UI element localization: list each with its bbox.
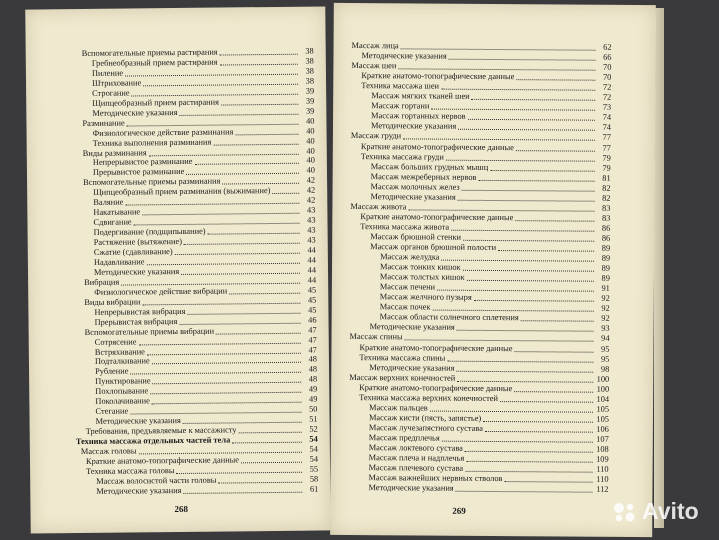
toc-entry-title: Сотрясение [94, 336, 137, 347]
toc-entry-title: Гребнеобразный прием растирания [91, 57, 218, 68]
toc-entry-page: 44 [307, 255, 316, 265]
toc-leader-dots [456, 491, 593, 493]
toc-entry-title: Вибрация [84, 277, 120, 287]
toc-entry-title: Пунктирование [95, 376, 151, 387]
toc-entry-title: Методические указания [96, 485, 182, 496]
toc-entry-page: 38 [305, 46, 314, 56]
toc-leader-dots [500, 401, 593, 403]
toc-entry-page: 49 [308, 394, 318, 404]
toc-entry-page: 82 [602, 183, 611, 193]
toc-leader-dots [187, 312, 300, 314]
left-page [25, 6, 330, 533]
toc-entry-title: Методические указания [361, 51, 447, 61]
toc-entry-title: Методические указания [370, 191, 456, 202]
toc-entry-title: Вспомогательные приемы растирания [81, 47, 218, 58]
toc-leader-dots [465, 471, 592, 473]
toc-entry-title: Массаж межреберных нервов [370, 171, 477, 182]
toc-leader-dots [516, 79, 595, 81]
toc-entry-page: 61 [309, 484, 319, 494]
toc-leader-dots [431, 109, 595, 111]
toc-leader-dots [467, 280, 594, 282]
toc-entry-page: 100 [596, 374, 610, 384]
toc-leader-dots [408, 209, 594, 211]
toc-entry-title: Массаж предплечья [368, 433, 440, 443]
right-toc [334, 3, 656, 494]
toc-entry-title: Массаж пальцев [369, 402, 428, 413]
toc-leader-dots [490, 170, 594, 172]
toc-entry-page: 95 [601, 344, 610, 354]
toc-leader-dots [272, 193, 299, 194]
toc-leader-dots [213, 143, 298, 145]
toc-entry-page: 92 [601, 294, 610, 304]
toc-entry-title: Методические указания [369, 322, 455, 333]
toc-entry-title: Массаж кисти (пясть, запястье) [368, 412, 482, 423]
toc-entry-title: Массаж желудка [380, 252, 440, 262]
toc-entry-page: 38 [305, 66, 314, 76]
toc-leader-dots [208, 233, 300, 235]
toc-leader-dots [521, 321, 594, 323]
toc-leader-dots [468, 119, 595, 121]
toc-entry-title: Массаж головы [80, 446, 137, 457]
toc-leader-dots [504, 481, 592, 483]
toc-leader-dots [479, 180, 595, 182]
toc-entry-page: 44 [307, 245, 316, 255]
toc-leader-dots [175, 253, 300, 255]
toc-entry-title: Методические указания [95, 416, 181, 427]
toc-leader-dots [485, 431, 593, 433]
toc-entry-page: 54 [309, 444, 318, 454]
toc-entry-page: 42 [306, 195, 316, 205]
toc-leader-dots [483, 421, 593, 423]
toc-entry-title: Массаж лучезапястного сустава [368, 423, 483, 433]
toc-entry-page: 49 [308, 384, 318, 394]
toc-entry-page: 66 [603, 52, 612, 62]
toc-entry-title: Массаж области солнечного сплетения [379, 312, 519, 323]
toc-entry-page: 92 [601, 314, 610, 324]
toc-entry-title: Стегание [95, 406, 129, 417]
toc-entry-title: Массаж гортанных нервов [371, 111, 466, 122]
toc-entry-title: Разминание [82, 118, 125, 128]
toc-entry-title: Поколачивание [95, 396, 150, 407]
toc-entry-page: 46 [308, 315, 317, 325]
toc-entry-title: Массаж толстых кишок [379, 272, 465, 282]
toc-entry-title: Массаж брюшной стенки [370, 232, 462, 242]
toc-leader-dots [498, 250, 594, 252]
toc-leader-dots [179, 322, 300, 324]
toc-entry-page: 86 [601, 223, 611, 233]
toc-entry-page: 77 [602, 133, 611, 143]
toc-leader-dots [451, 230, 594, 232]
toc-entry-page: 58 [309, 474, 319, 484]
toc-leader-dots [220, 64, 298, 66]
toc-entry-title: Надавливание [93, 257, 145, 267]
toc-entry-title: Щипцеобразный прием разминания (выжимание) [93, 186, 271, 198]
toc-entry-title: Методические указания [368, 483, 454, 493]
toc-entry-page: 107 [596, 434, 609, 444]
toc-leader-dots [463, 270, 594, 272]
toc-leader-dots [442, 441, 593, 443]
toc-entry-title: Пиление [91, 68, 124, 78]
toc-entry-page: 42 [306, 175, 316, 185]
toc-leader-dots [181, 273, 300, 275]
toc-leader-dots [437, 290, 594, 292]
toc-entry-title: Массаж молочных желез [370, 181, 460, 192]
toc-leader-dots [232, 442, 302, 444]
toc-entry-page: 43 [307, 235, 316, 245]
toc-entry-title: Краткие анатомо-топографические данные [85, 455, 240, 466]
toc-leader-dots [216, 332, 301, 334]
toc-entry-title: Щипцеобразный прием растирания [92, 97, 220, 108]
toc-leader-dots [235, 133, 298, 135]
toc-entry-title: Техника массажа отдельных частей тела [75, 435, 231, 447]
toc-entry-title: Встряхивание [94, 346, 145, 357]
toc-entry-page: 40 [306, 165, 316, 176]
toc-entry-title: Массаж плечевого сустава [368, 463, 464, 473]
toc-entry-title: Техника выполнения разминания [92, 137, 212, 148]
toc-entry-title: Техника массажа шеи [361, 81, 440, 91]
toc-entry-page: 51 [309, 414, 318, 424]
toc-entry-title: Методические указания [93, 266, 180, 277]
toc-entry-page: 45 [307, 295, 317, 305]
toc-leader-dots [441, 89, 595, 91]
watermark-text: Avito [642, 498, 699, 524]
toc-entry-title: Массаж больших грудных мышц [370, 161, 489, 172]
toc-entry-title: Массаж почек [379, 302, 431, 312]
avito-logo-icon [612, 501, 638, 523]
toc-entry-page: 50 [309, 404, 318, 414]
toc-entry-title: Строгание [92, 88, 130, 98]
toc-entry-page: 44 [307, 275, 317, 285]
toc-entry-page: 92 [601, 304, 610, 314]
toc-entry-page: 55 [309, 464, 319, 474]
toc-entry-title: Виды вибрации [84, 297, 141, 307]
toc-entry-page: 83 [602, 203, 611, 213]
toc-entry-title: Физиологическое действие разминания [92, 127, 234, 138]
toc-entry-page: 81 [602, 173, 611, 183]
toc-leader-dots [186, 173, 299, 175]
toc-entry-page: 45 [308, 305, 317, 315]
toc-entry-title: Прерывистое разминание [92, 167, 185, 178]
toc-entry-page: 72 [602, 82, 612, 93]
toc-entry-page: 73 [602, 103, 612, 113]
toc-leader-dots [222, 183, 299, 185]
toc-entry-page: 79 [602, 163, 611, 173]
toc-entry-title: Краткие анатомо-топографические данные [360, 141, 514, 152]
toc-leader-dots [152, 362, 301, 365]
toc-leader-dots [462, 189, 595, 191]
toc-entry-title: Техника массажа головы [86, 465, 175, 476]
toc-entry-title: Массаж желчного пузыря [379, 292, 472, 303]
toc-entry-page: 47 [308, 325, 317, 335]
toc-entry-title: Виды разминания [82, 147, 147, 158]
toc-entry-page: 105 [596, 404, 610, 414]
toc-leader-dots [184, 492, 303, 494]
toc-entry-page: 40 [306, 146, 315, 156]
toc-entry-title: Похлопывание [95, 386, 149, 397]
toc-leader-dots [430, 410, 593, 412]
toc-entry-title: Краткие анатомо-топографические данные [360, 211, 514, 222]
toc-leader-dots [457, 330, 594, 332]
toc-entry-title: Вспомогательные приемы разминания [83, 176, 221, 188]
toc-entry-title: Вспомогательные приемы вибрации [84, 326, 215, 337]
toc-entry-title: Массаж мягких тканей шеи [371, 91, 470, 102]
toc-entry-title: Массаж плеча и надплечья [368, 453, 465, 463]
toc-entry-title: Массаж живота [350, 201, 407, 212]
toc-entry-page: 54 [309, 434, 318, 444]
toc-entry-title: Массаж груди [350, 131, 402, 141]
toc-entry-page: 40 [306, 126, 315, 136]
toc-entry-page: 48 [308, 364, 318, 375]
toc-entry-page: 89 [601, 263, 611, 273]
toc-entry-page: 112 [596, 484, 609, 494]
toc-leader-dots [456, 370, 593, 372]
toc-entry-page: 43 [307, 225, 316, 235]
toc-leader-dots [194, 163, 298, 165]
toc-entry-page: 54 [309, 454, 319, 464]
toc-entry-title: Массаж волосистой части головы [96, 475, 217, 486]
toc-entry-page: 79 [602, 153, 611, 163]
toc-leader-dots [183, 422, 302, 424]
toc-entry-page: 43 [306, 205, 316, 215]
toc-leader-dots [447, 360, 593, 362]
toc-entry-title: Прерывистая вибрация [94, 316, 178, 327]
toc-leader-dots [463, 240, 594, 242]
toc-entry-title: Подталкивание [94, 356, 150, 367]
toc-entry-page: 110 [596, 464, 609, 474]
right-page [330, 3, 656, 537]
toc-leader-dots [401, 48, 596, 50]
toc-entry-page: 89 [601, 253, 611, 263]
toc-leader-dots [472, 99, 596, 101]
toc-entry-page: 39 [305, 96, 315, 106]
toc-entry-page: 108 [596, 444, 609, 454]
toc-entry [368, 483, 608, 495]
toc-entry-title: Непрерывистое разминание [92, 157, 193, 168]
avito-watermark [612, 498, 699, 525]
toc-entry-page: 47 [308, 335, 317, 345]
toc-entry-page: 89 [601, 243, 611, 253]
toc-entry-page: 91 [601, 283, 610, 294]
toc-entry-page: 70 [603, 62, 612, 72]
toc-entry-page: 47 [308, 345, 317, 355]
left-page-number: 268 [174, 503, 189, 515]
toc-entry-page: 104 [596, 394, 610, 404]
toc-entry-page: 48 [308, 374, 318, 384]
toc-entry [96, 484, 318, 496]
toc-leader-dots [458, 129, 595, 131]
toc-entry-page: 39 [305, 106, 315, 116]
toc-leader-dots [398, 68, 595, 70]
toc-entry-page: 70 [602, 72, 612, 82]
toc-entry-page: 74 [602, 113, 612, 123]
toc-leader-dots [449, 59, 596, 61]
toc-entry-page: 72 [602, 93, 612, 103]
toc-entry-title: Массаж важнейших нервных стволов [368, 473, 503, 484]
toc-leader-dots [221, 103, 298, 105]
toc-entry-title: Сдвигание [93, 217, 132, 228]
toc-entry-title: Техника массажа живота [360, 221, 450, 232]
toc-leader-dots [466, 461, 592, 463]
page-stack-edge [654, 8, 664, 528]
toc-entry-title: Техника массажа груди [360, 151, 444, 162]
toc-entry-page: 82 [602, 193, 611, 203]
toc-leader-dots [465, 451, 593, 453]
toc-entry-title: Методические указания [369, 362, 455, 373]
toc-entry-title: Сжатие (сдавливание) [93, 247, 173, 257]
toc-entry-page: 38 [305, 56, 314, 66]
toc-entry-title: Техника массажа спины [359, 352, 446, 363]
toc-entry-page: 38 [305, 76, 315, 86]
toc-leader-dots [405, 340, 594, 342]
toc-leader-dots [457, 380, 593, 382]
toc-leader-dots [180, 113, 299, 115]
toc-entry-page: 48 [308, 354, 317, 365]
toc-entry-title: Краткие анатомо-топографические данные [359, 342, 513, 353]
toc-entry-page: 93 [601, 324, 610, 334]
toc-entry-title: Физиологическое действие вибрации [94, 286, 228, 297]
toc-entry-page: 52 [309, 424, 318, 434]
toc-entry-page: 94 [601, 334, 610, 344]
toc-leader-dots [229, 293, 300, 295]
toc-entry-title: Рубление [95, 366, 129, 377]
toc-entry-page: 83 [601, 213, 611, 223]
toc-leader-dots [220, 54, 298, 56]
toc-entry-page: 42 [306, 185, 316, 195]
toc-entry-title: Валяние [93, 197, 124, 208]
toc-entry-title: Штрихование [91, 78, 142, 88]
toc-entry-title: Накатывание [93, 207, 141, 218]
toc-entry-title: Непрерывистая вибрация [94, 306, 186, 317]
toc-entry-title: Массаж локтевого сустава [368, 443, 463, 453]
toc-entry-page: 62 [603, 42, 612, 52]
toc-entry-title: Массаж лица [351, 41, 399, 51]
toc-leader-dots [446, 159, 595, 161]
toc-entry-page: 100 [596, 384, 610, 394]
toc-entry-page: 86 [601, 233, 611, 243]
toc-entry-title: Краткие анатомо-топографические данные [361, 71, 515, 82]
toc-entry-page: 106 [596, 424, 609, 434]
toc-entry-page: 109 [596, 454, 609, 464]
toc-entry-page: 105 [596, 414, 609, 424]
toc-entry-title: Методические указания [370, 121, 457, 132]
toc-entry-title: Массаж органов брюшной полости [370, 242, 497, 253]
left-toc [25, 6, 325, 496]
toc-entry-page: 77 [602, 143, 611, 153]
toc-entry-page: 74 [602, 123, 612, 133]
toc-entry-page: 39 [305, 86, 315, 96]
toc-entry-page: 95 [600, 354, 610, 364]
toc-leader-dots [403, 139, 595, 141]
toc-leader-dots [442, 260, 595, 262]
toc-entry-title: Массаж гортани [371, 101, 430, 111]
toc-entry-title: Требования, предъявляемые к массажисту [85, 425, 237, 437]
toc-entry-page: 40 [306, 155, 315, 166]
toc-entry-page: 45 [307, 285, 317, 295]
toc-entry-title: Растяжение (вытяжение) [93, 237, 183, 247]
toc-entry-title: Массаж спины [349, 332, 403, 342]
toc-entry-page: 44 [307, 265, 317, 275]
toc-entry-page: 40 [306, 116, 315, 126]
toc-leader-dots [241, 462, 302, 464]
toc-leader-dots [239, 432, 302, 434]
toc-leader-dots [458, 200, 595, 202]
toc-leader-dots [184, 243, 300, 245]
toc-leader-dots [176, 472, 302, 474]
toc-entry-page: 110 [596, 474, 609, 484]
toc-entry-page: 89 [601, 273, 610, 283]
toc-leader-dots [514, 351, 593, 353]
toc-entry-title: Массаж шеи [351, 61, 397, 71]
toc-entry-title: Техника массажа верхних конечностей [359, 392, 498, 403]
toc-leader-dots [153, 382, 302, 385]
right-page-number: 269 [452, 505, 466, 516]
toc-entry-title: Подергивание (подщипывание) [93, 226, 206, 237]
toc-entry-page: 98 [600, 364, 610, 374]
toc-leader-dots [474, 300, 594, 302]
toc-leader-dots [514, 391, 593, 393]
toc-entry-title: Краткие анатомо-топографические данные [359, 382, 513, 393]
toc-entry-page: 43 [307, 215, 316, 225]
toc-leader-dots [515, 220, 594, 222]
toc-entry-title: Массаж печени [379, 282, 436, 292]
toc-entry-title: Методические указания [92, 107, 178, 118]
toc-entry-title: Массаж тонких кишок [379, 262, 461, 272]
toc-leader-dots [218, 482, 302, 484]
toc-leader-dots [516, 150, 595, 152]
toc-entry-title: Массаж верхних конечностей [349, 372, 456, 383]
toc-entry-page: 40 [306, 136, 315, 146]
toc-leader-dots [432, 310, 593, 312]
